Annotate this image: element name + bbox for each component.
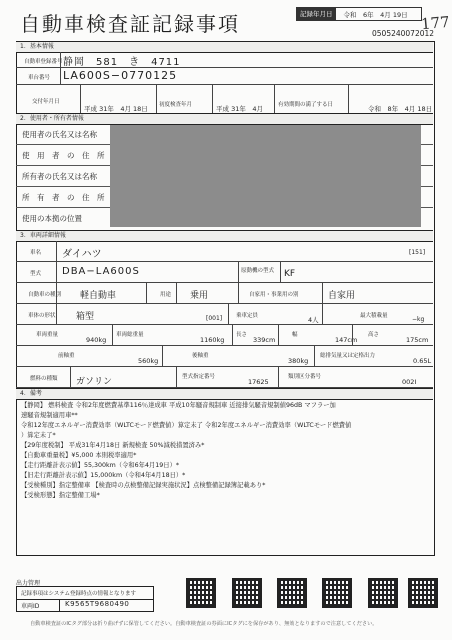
record-date-box <box>296 7 422 21</box>
chassis-label: 車台番号 <box>28 75 51 81</box>
front-axle-label: 前軸重 <box>58 353 75 359</box>
length: 339cm <box>253 336 276 344</box>
notes-line: 速騒音規制適用車** <box>21 412 78 419</box>
issue-date-label: 交付年月日 <box>32 99 60 105</box>
output-control-text: 記録事項はシステム登録時点の情報となります <box>21 591 136 597</box>
owner-block <box>16 124 433 228</box>
expiry-date: 令和 8年 4月 18日 <box>368 105 433 113</box>
model-row <box>16 262 433 283</box>
qr-code <box>368 578 398 608</box>
output-control-label: 出力管理 <box>16 580 41 587</box>
issue-date: 平成 31年 4月 18日 <box>84 105 148 113</box>
record-date-value: 令和 6年 4月 19日 <box>343 10 408 19</box>
weight-label: 車両重量 <box>36 332 59 338</box>
record-date-label: 記録年月日 <box>297 8 336 20</box>
gross-weight-label: 車両総重量 <box>116 332 144 338</box>
qr-code <box>277 578 307 608</box>
width: 147cm <box>335 336 358 344</box>
notes-line: 令和12年度エネルギー消費効率（WLTCモード燃費値）算定未了 令和2年度エネルギー消費効率（WLTCモード燃費値 <box>21 422 352 429</box>
maker-code: [151] <box>409 249 426 256</box>
dates-row <box>16 85 433 114</box>
category-label: 類別区分番号 <box>288 374 322 380</box>
max-load-label: 最大積載量 <box>360 313 388 319</box>
private-label: 自家用・事業用の別 <box>249 292 299 298</box>
qr-code <box>408 578 438 608</box>
document-number: 0505240072012 <box>372 29 435 38</box>
chassis-row <box>16 68 433 85</box>
displacement: 0.65L <box>413 357 432 365</box>
category-number: 002I <box>402 378 417 386</box>
capacity-label: 乗車定員 <box>236 313 259 319</box>
body-label: 車体の形状 <box>28 313 56 319</box>
reg-number: 静岡 581 き 4711 <box>63 57 181 68</box>
notes-line: 【29年度税制】 平成31年4月18日 新規検査 50%減税措置済み* <box>21 442 205 449</box>
redacted-owner-info <box>110 125 421 227</box>
owner-address-label: 所 有 者 の 住 所 <box>22 193 105 202</box>
engine: KF <box>284 269 296 279</box>
body-shape: 箱型 <box>76 312 95 322</box>
type-approval-number: 17625 <box>248 378 269 386</box>
notes-line: 【静岡】 燃料検査 令和2年度燃費基準116％達成車 平成10年騒音規制車 近接排気騒音規制値96dB マフラー加 <box>21 402 336 409</box>
section-vehicle-header: 3．車両詳細情報 <box>16 230 433 242</box>
owner-name-label: 所有者の氏名又は名称 <box>22 172 97 181</box>
section-owner-header: 2．使用者・所有者情報 <box>16 113 433 125</box>
vehicle-id-label: 車両ID <box>21 603 40 610</box>
length-label: 長さ <box>236 332 248 338</box>
expiry-label: 有効期間の満了する日 <box>278 102 334 108</box>
rear-axle: 380kg <box>288 357 309 365</box>
reg-number-row <box>16 52 433 68</box>
type-label: 自動車の種別 <box>28 292 62 298</box>
type-approval-label: 型式指定番号 <box>182 374 216 380</box>
bottom-note: 自動車検査証のICタグ部分は折り曲げずに保管してください。自動車検査証の券面にICタグにを保存があり、無効となりますので注意してください。 <box>30 621 378 627</box>
section-notes-header: 4．備考 <box>16 388 433 400</box>
type-row <box>16 283 433 304</box>
notes-line: 【自動車重量税】¥5,000 本則税率適用* <box>21 452 137 459</box>
fuel-label: 燃料の種類 <box>30 376 58 382</box>
maker-label: 車名 <box>30 250 42 256</box>
output-control-box <box>16 586 154 612</box>
weight-row <box>16 325 433 346</box>
rear-axle-label: 後軸重 <box>192 353 209 359</box>
body-row <box>16 304 433 325</box>
engine-label: 原動機の型式 <box>241 268 275 274</box>
axle-row <box>16 346 433 367</box>
first-reg-label: 初度検査年月 <box>159 102 193 108</box>
private-use: 自家用 <box>328 291 356 301</box>
user-name-label: 使用者の氏名又は名称 <box>22 130 97 139</box>
model: DBA−LA600S <box>62 266 140 277</box>
vehicle-id: K9565T9680490 <box>65 600 130 608</box>
body-code: [001] <box>206 315 223 322</box>
use: 乗用 <box>190 291 209 301</box>
vehicle-type: 軽自動車 <box>80 291 117 301</box>
model-label: 型式 <box>30 271 42 277</box>
height: 175cm <box>406 336 429 344</box>
max-load: −kg <box>412 316 425 323</box>
reg-number-label: 自動車登録番号 <box>24 59 63 65</box>
notes-line: 【走行距離計表示値】55,300km（令和6年4月19日）* <box>21 462 180 469</box>
fuel-row <box>16 367 433 388</box>
height-label: 高さ <box>368 332 380 338</box>
qr-code <box>322 578 352 608</box>
handwritten-mark: 177 <box>420 12 451 34</box>
fuel-type: ガソリン <box>76 377 113 387</box>
notes-line: ）算定未了* <box>21 432 56 439</box>
qr-code <box>186 578 216 608</box>
displacement-label: 総排気量又は定格出力 <box>320 353 376 359</box>
notes-line: 【旧走行距離計表示値】15,000km（令和4年4月18日）* <box>21 472 186 479</box>
document-title: 自動車検査証記録事項 <box>20 12 240 36</box>
base-location-label: 使用の本拠の位置 <box>22 214 82 223</box>
notes-line: 【受検形態】指定整備工場* <box>21 492 100 499</box>
qr-code <box>232 578 262 608</box>
front-axle: 560kg <box>138 357 159 365</box>
notes-line: 【受検種別】指定整備車 【検査時の点検整備記録実施状況】点検整備記録簿記載あり* <box>21 482 266 489</box>
vehicle-weight: 940kg <box>86 336 107 344</box>
first-reg-date: 平成 31年 4月 <box>216 105 263 113</box>
gross-weight: 1160kg <box>200 336 225 344</box>
chassis-number: LA600S−0770125 <box>63 69 178 82</box>
use-label: 用途 <box>160 292 172 298</box>
capacity: 4人 <box>308 316 319 324</box>
width-label: 幅 <box>292 332 298 338</box>
maker-row <box>16 241 433 262</box>
maker: ダイハツ <box>62 249 102 260</box>
section-basic-header: 1．基本情報 <box>16 41 433 53</box>
user-address-label: 使 用 者 の 住 所 <box>22 151 105 160</box>
